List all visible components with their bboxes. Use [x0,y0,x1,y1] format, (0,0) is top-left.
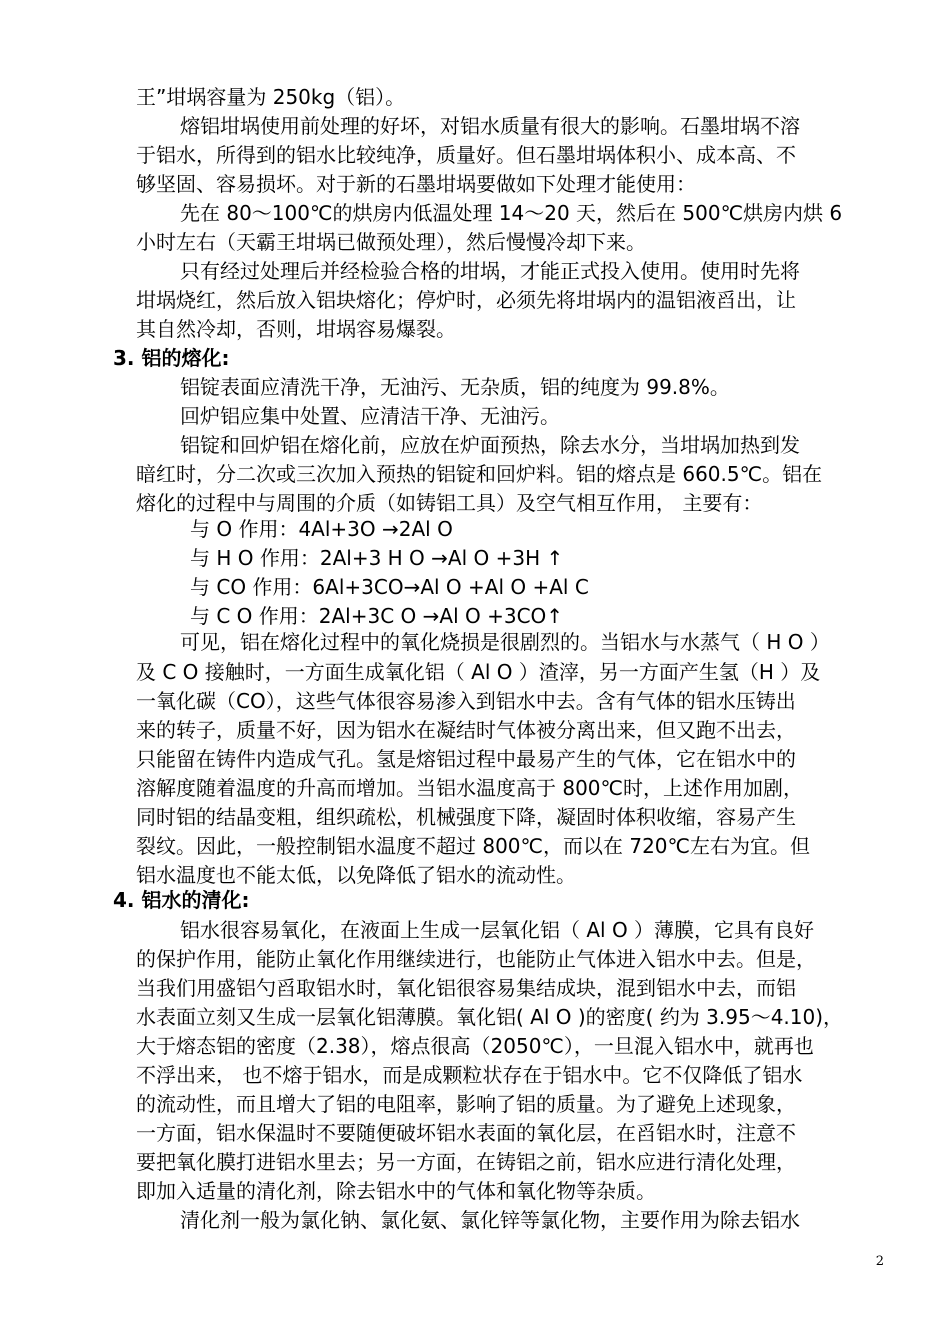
text-line: 当我们用盛铝勺舀取铝水时，氧化铝很容易集结成块，混到铝水中去，而铝 [136,976,796,1000]
text-line: 水表面立刻又生成一层氧化铝薄膜。氧化铝( Al O )的密度( 约为 3.95～4.10)， [136,1005,844,1029]
text-line: 可见，铝在熔化过程中的氧化烧损是很剧烈的。当铝水与水蒸气（ H O ） [180,630,830,654]
text-line: 铝锭表面应清洗干净，无油污、无杂质，铝的纯度为 99.8%。 [180,375,730,399]
text-line: 一方面，铝水保温时不要随便破坏铝水表面的氧化层，在舀铝水时，注意不 [136,1121,796,1145]
text-line: 不浮出来， 也不熔于铝水，而是成颗粒状存在于铝水中。它不仅降低了铝水 [136,1063,803,1087]
text-line: 的保护作用，能防止氧化作用继续进行，也能防止气体进入铝水中去。但是， [136,947,816,971]
text-line: 只能留在铸件内造成气孔。氢是熔铝过程中最易产生的气体，它在铝水中的 [136,747,796,771]
formula-line: 与 H O 作用：2Al+3 H O →Al O +3H ↑ [190,546,564,570]
text-line: 暗红时，分二次或三次加入预热的铝锭和回炉料。铝的熔点是 660.5℃。铝在 [136,462,823,486]
text-line: 即加入适量的清化剂，除去铝水中的气体和氧化物等杂质。 [136,1179,656,1203]
text-line: 先在 80～100℃的烘房内低温处理 14～20 天，然后在 500℃烘房内烘 6 [180,201,843,225]
text-line: 溶解度随着温度的升高而增加。当铝水温度高于 800℃时，上述作用加剧， [136,776,803,800]
formula-line: 与 O 作用：4Al+3O →2Al O [190,517,453,541]
text-line: 裂纹。因此，一般控制铝水温度不超过 800℃，而以在 720℃左右为宜。但 [136,834,810,858]
text-line: 及 C O 接触时，一方面生成氧化铝（ Al O ）渣滓，另一方面产生氢（H ）及 [136,660,821,684]
formula-line: 与 C O 作用：2Al+3C O →Al O +3CO↑ [190,604,564,628]
text-line: 坩埚烧红，然后放入铝块熔化；停炉时，必须先将坩埚内的温铝液舀出，让 [136,288,796,312]
text-line: 回炉铝应集中处置、应清洁干净、无油污。 [180,404,560,428]
section-heading: 3. 铝的熔化: [113,346,230,370]
text-line: 清化剂一般为氯化钠、氯化氨、氯化锌等氯化物，主要作用为除去铝水 [180,1208,800,1232]
formula-line: 与 CO 作用：6Al+3CO→Al O +Al O +Al C [190,575,589,599]
text-line: 其自然冷却，否则，坩埚容易爆裂。 [136,317,456,341]
text-line: 熔铝坩埚使用前处理的好坏，对铝水质量有很大的影响。石墨坩埚不溶 [180,114,800,138]
text-line: 铝锭和回炉铝在熔化前，应放在炉面预热，除去水分，当坩埚加热到发 [180,433,800,457]
text-line: 王”坩埚容量为 250kg（铝）。 [136,85,406,109]
text-line: 同时铝的结晶变粗，组织疏松，机械强度下降，凝固时体积收缩，容易产生 [136,805,796,829]
text-line: 铝水很容易氧化，在液面上生成一层氧化铝（ Al O ）薄膜，它具有良好 [180,918,815,942]
text-line: 要把氧化膜打进铝水里去；另一方面，在铸铝之前，铝水应进行清化处理， [136,1150,796,1174]
text-line: 只有经过处理后并经检验合格的坩埚，才能正式投入使用。使用时先将 [180,259,800,283]
text-line: 的流动性，而且增大了铝的电阻率，影响了铝的质量。为了避免上述现象， [136,1092,796,1116]
text-line: 熔化的过程中与周围的介质（如铸铝工具）及空气相互作用， 主要有： [136,491,763,515]
text-line: 小时左右（天霸王坩埚已做预处理），然后慢慢冷却下来。 [136,230,646,254]
page-number: 2 [875,1254,884,1269]
text-line: 大于熔态铝的密度（2.38），熔点很高（2050℃），一旦混入铝水中，就再也 [136,1034,814,1058]
text-line: 够坚固、容易损坏。对于新的石墨坩埚要做如下处理才能使用： [136,172,696,196]
section-heading: 4. 铝水的清化: [113,888,250,912]
text-line: 来的转子，质量不好，因为铝水在凝结时气体被分离出来，但又跑不出去， [136,718,796,742]
text-line: 于铝水，所得到的铝水比较纯净，质量好。但石墨坩埚体积小、成本高、不 [136,143,796,167]
text-line: 铝水温度也不能太低，以免降低了铝水的流动性。 [136,863,576,887]
text-line: 一氧化碳（CO），这些气体很容易渗入到铝水中去。含有气体的铝水压铸出 [136,689,796,713]
